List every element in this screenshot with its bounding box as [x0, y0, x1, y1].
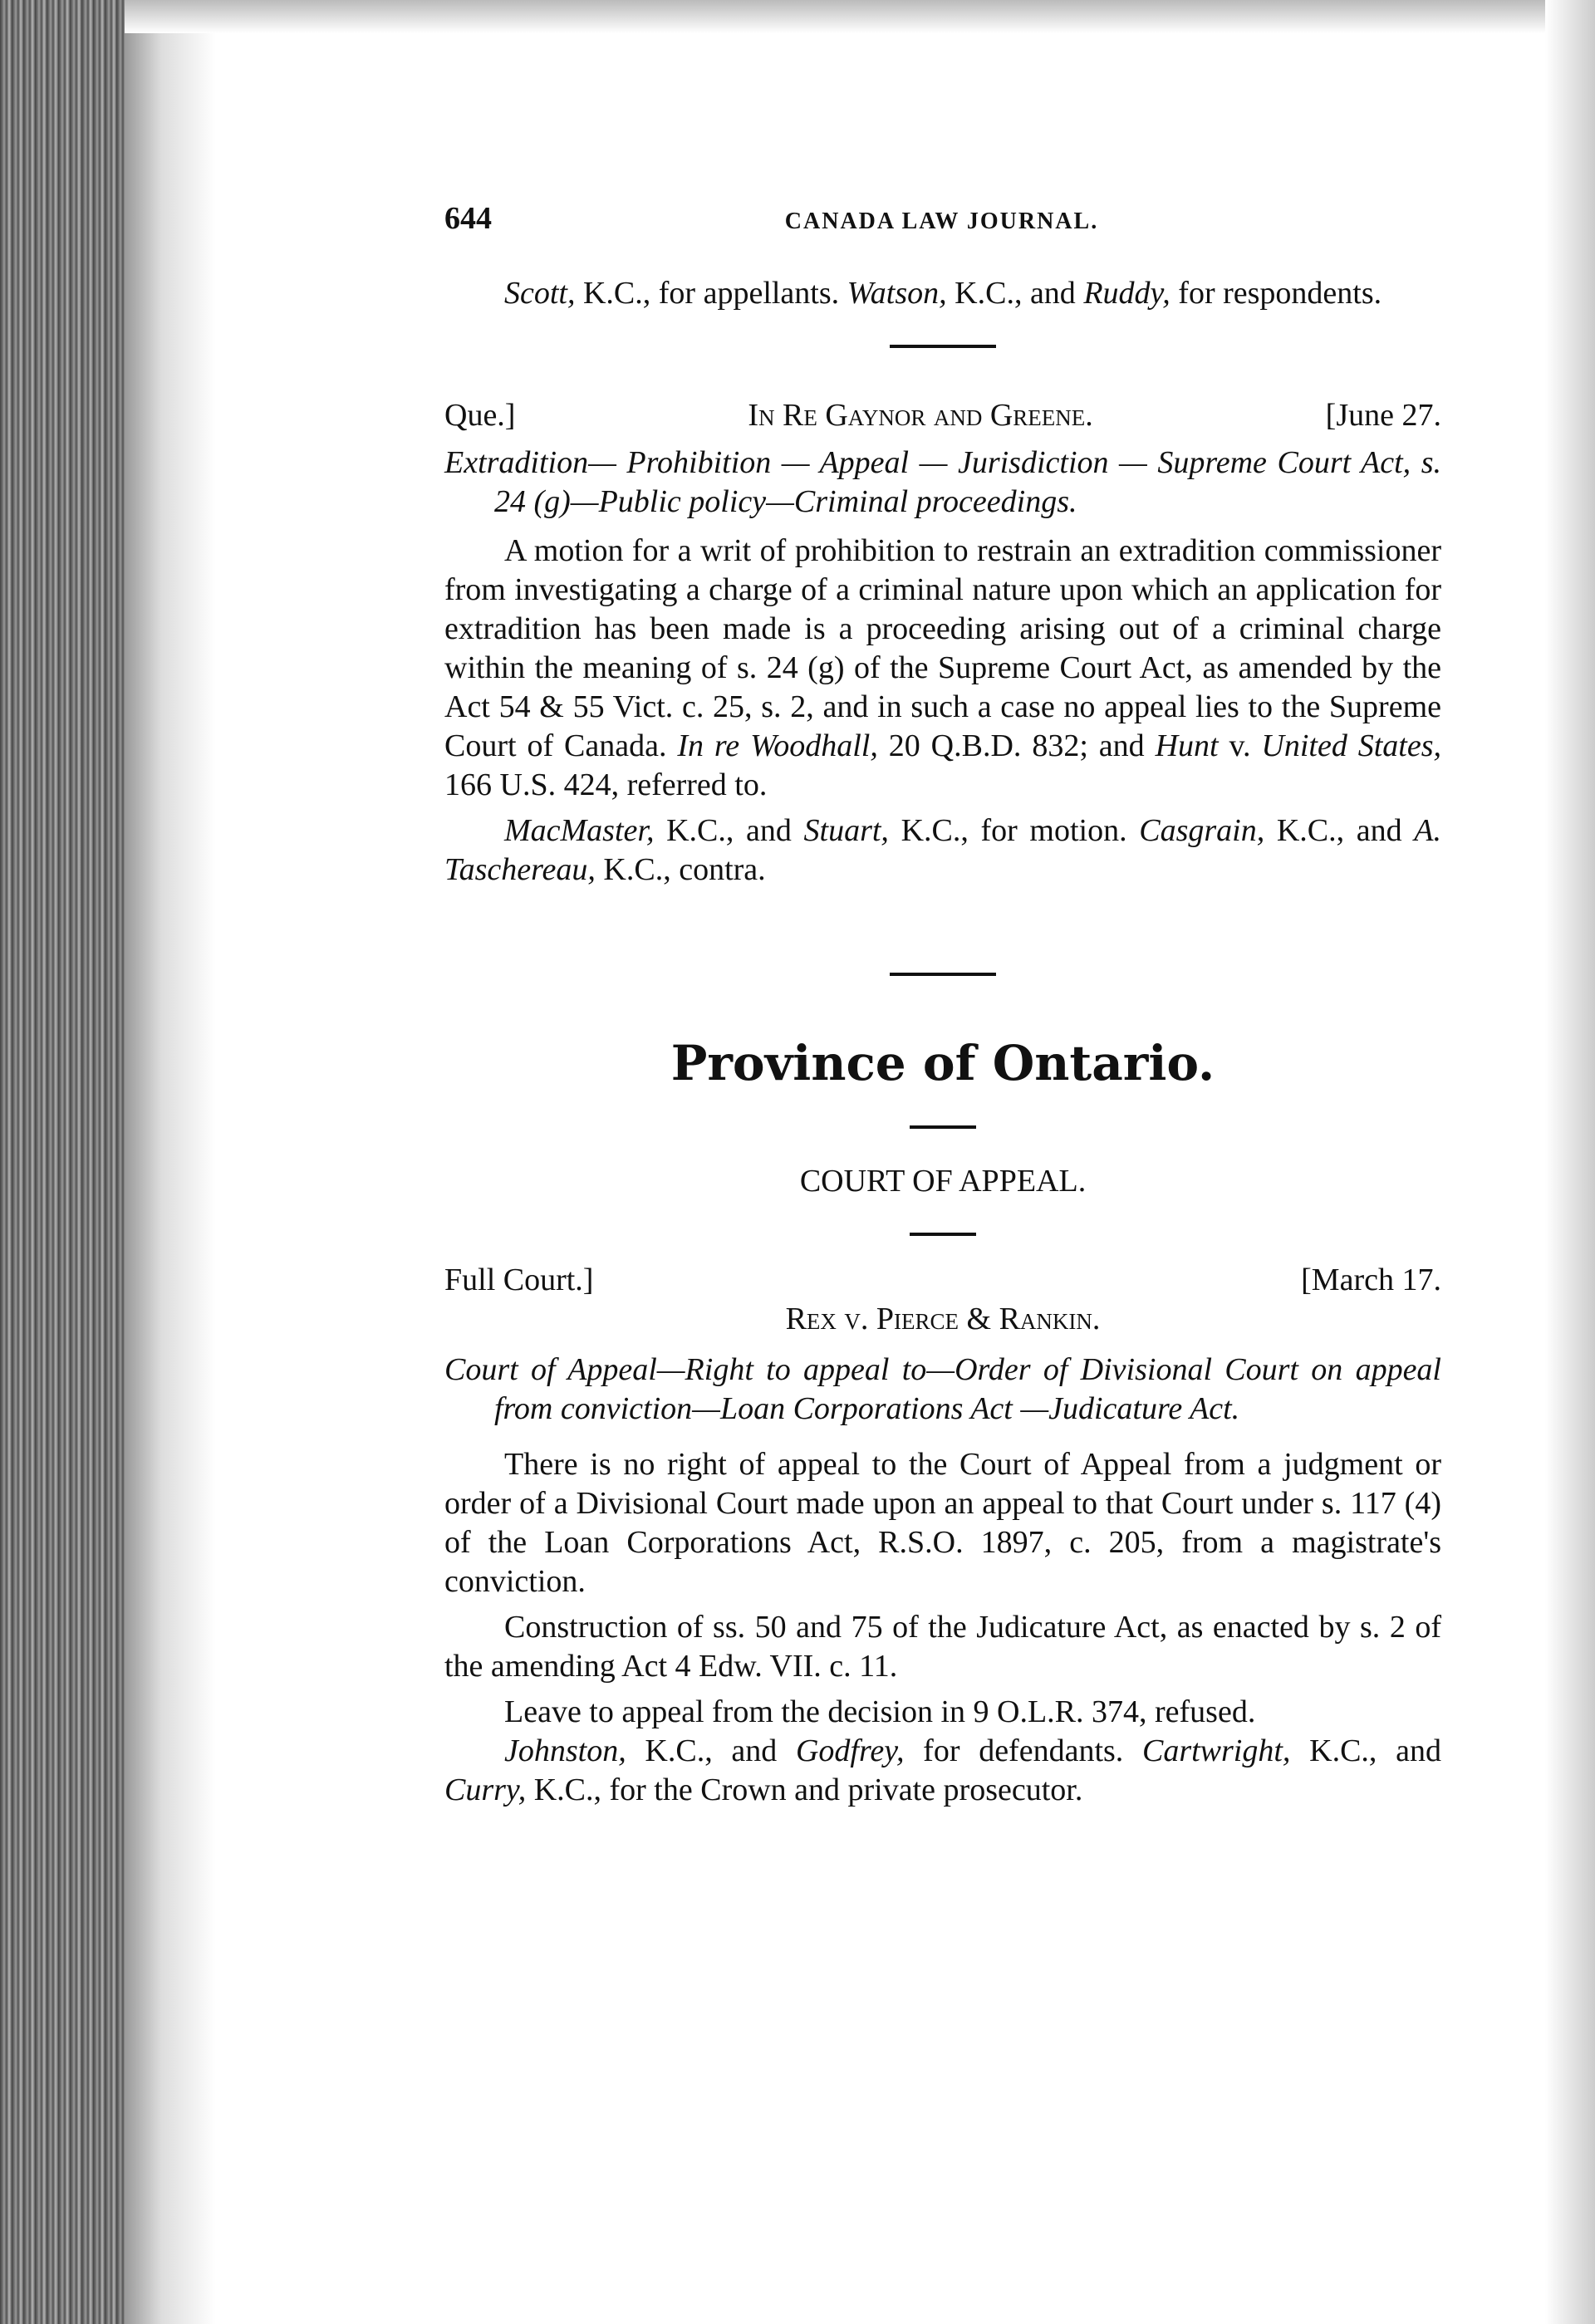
- right-edge-shadow: [1545, 0, 1595, 2324]
- journal-title: CANADA LAW JOURNAL.: [784, 208, 1099, 234]
- province-heading: Province of Ontario.: [670, 1035, 1215, 1091]
- journal-page: [444, 199, 1441, 1810]
- counsel-name: Curry,: [444, 1772, 527, 1807]
- cited-case: United States,: [1261, 728, 1442, 763]
- counsel-name: Watson,: [847, 276, 947, 311]
- running-header: [444, 199, 1441, 241]
- section-rule: [910, 1233, 976, 1236]
- counsel-name: Ruddy,: [1083, 276, 1170, 311]
- section-rule: [890, 345, 996, 348]
- section-rule: [890, 973, 996, 976]
- section-rule: [910, 1125, 976, 1129]
- case-title: Rex v. Pierce & Rankin.: [785, 1302, 1101, 1336]
- counsel-name: MacMaster,: [504, 813, 655, 848]
- case-paragraph: Leave to appeal from the decision in 9 O.L.R. 374, refused.: [504, 1694, 1256, 1729]
- counsel-name: Johnston,: [504, 1733, 626, 1768]
- counsel-name: Scott,: [504, 276, 576, 311]
- top-edge-shadow: [125, 0, 1595, 33]
- case-headnote: Court of Appeal—Right to appeal to—Order of Divisional Court on appeal from conviction—Loan Corporations Act —Judicature Act.: [444, 1352, 1441, 1426]
- counsel-name: Cartwright,: [1141, 1733, 1291, 1768]
- court-label: Que.]: [444, 398, 516, 433]
- court-heading: COURT OF APPEAL.: [799, 1164, 1087, 1199]
- carryover-counsel: Scott, K.C., for appellants. Watson, K.C., and Ruddy, for respondents.: [504, 276, 1382, 311]
- case-date: [March 17.: [1301, 1263, 1441, 1297]
- counsel-name: Stuart,: [803, 813, 889, 848]
- court-label: Full Court.]: [444, 1263, 594, 1297]
- case-caption-row: [444, 1261, 1441, 1300]
- case-date: [June 27.: [1325, 398, 1441, 433]
- case-counsel: MacMaster, K.C., and Stuart, K.C., for motion. Casgrain, K.C., and A. Taschereau, K.C., contra.: [444, 813, 1442, 887]
- cited-case: Hunt: [1155, 728, 1219, 763]
- page-number: 644: [444, 201, 492, 236]
- case-title: In Re Gaynor and Greene.: [748, 398, 1093, 433]
- case-caption-row: [444, 396, 1441, 435]
- gutter-shadow: [125, 0, 216, 2324]
- case-paragraph: There is no right of appeal to the Court of Appeal from a judgment or order of a Divisional Court made upon an appeal to that Court under s. 117 (4) of the Loan Corporations Act, R.S.O. 1897, c. 205, from a magistrate's conviction.: [444, 1447, 1441, 1599]
- case-counsel: Johnston, K.C., and Godfrey, for defendants. Cartwright, K.C., and Curry, K.C., for the Crown and private prosecutor.: [444, 1733, 1441, 1807]
- case-headnote: Extradition— Prohibition — Appeal — Jurisdiction — Supreme Court Act, s. 24 (g)—Public policy—Criminal proceedings.: [444, 445, 1441, 519]
- cited-case: In re Woodhall,: [677, 728, 878, 763]
- case-body: A motion for a writ of prohibition to restrain an extradition commissioner from investigating a charge of a criminal nature upon which an application for extradition has been made is a proceeding arising out of a criminal charge within the meaning of s. 24 (g) of the Supreme Court Act, as amended by the Act 54 & 55 Vict. c. 25, s. 2, and in such a case no appeal lies to the Supreme Court of Canada. In re Woodhall, 20 Q.B.D. 832; and Hunt v. United States, 166 U.S. 424, referred to.: [444, 533, 1442, 802]
- counsel-name: Casgrain,: [1139, 813, 1265, 848]
- counsel-name: A. Taschereau,: [444, 813, 1442, 887]
- book-spine-shadow: [0, 0, 125, 2324]
- counsel-name: Godfrey,: [795, 1733, 905, 1768]
- case-paragraph: Construction of ss. 50 and 75 of the Judicature Act, as enacted by s. 2 of the amending Act 4 Edw. VII. c. 11.: [444, 1610, 1441, 1684]
